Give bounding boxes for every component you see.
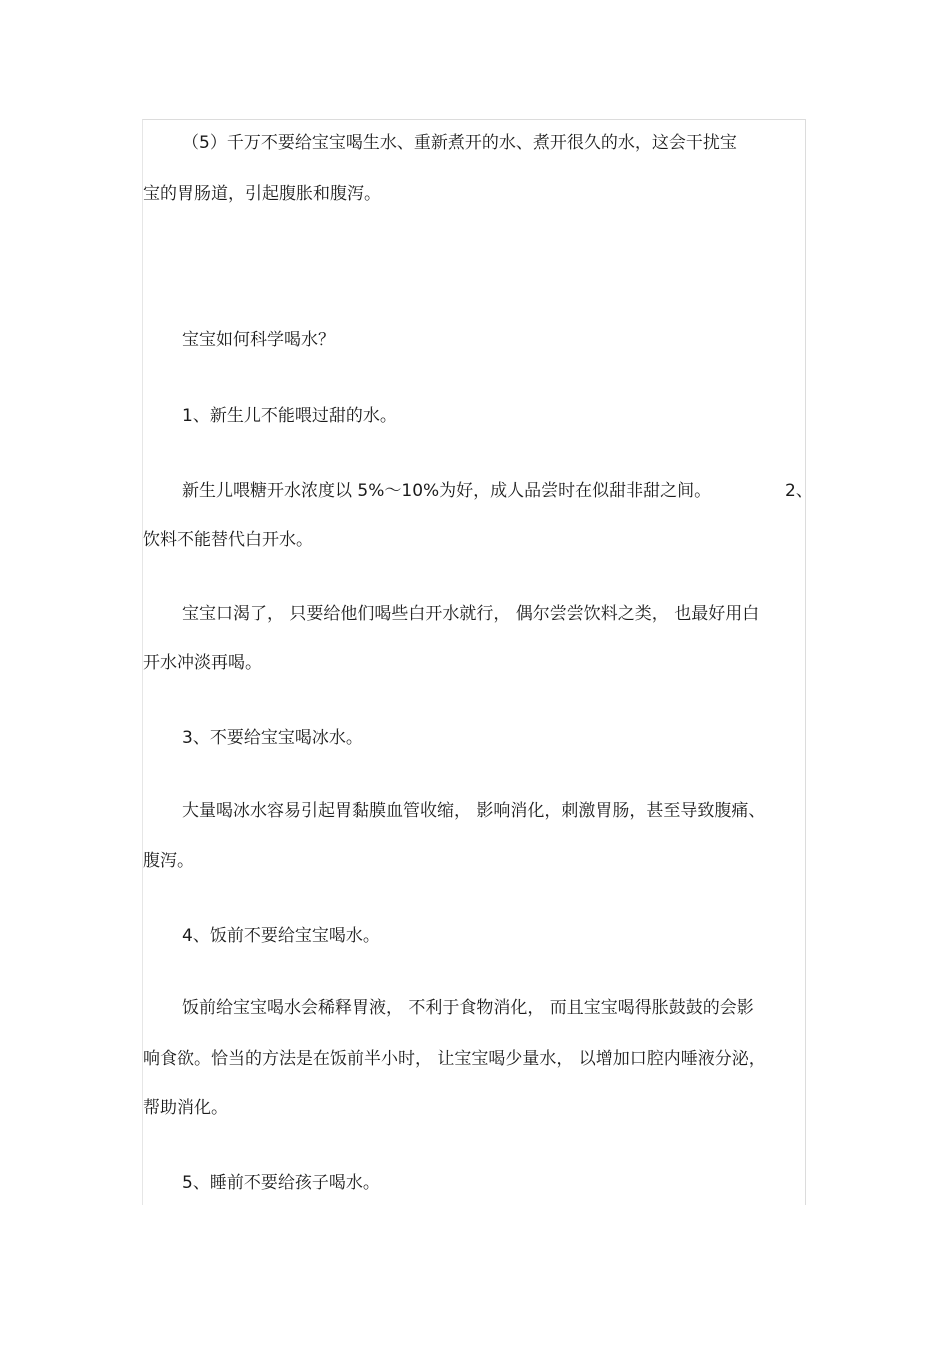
paragraph-line: （5）千万不要给宝宝喝生水、重新煮开的水、煮开很久的水，这会干扰宝 <box>182 133 737 153</box>
section-heading: 宝宝如何科学喝水？ <box>182 330 335 350</box>
paragraph-line: 宝宝口渴了， 只要给他们喝些白开水就行， 偶尔尝尝饮料之类， 也最好用白 <box>182 604 760 624</box>
list-item-heading: 1、新生儿不能喂过甜的水。 <box>182 406 397 426</box>
paragraph-line: 饭前给宝宝喝水会稀释胃液， 不利于食物消化， 而且宝宝喝得胀鼓鼓的会影 <box>182 998 754 1018</box>
paragraph-line: 腹泻。 <box>143 851 194 871</box>
paragraph-line: 宝的胃肠道，引起腹胀和腹泻。 <box>143 184 381 204</box>
list-item-heading: 饮料不能替代白开水。 <box>143 530 313 550</box>
paragraph-line: 帮助消化。 <box>143 1098 228 1118</box>
list-item-heading: 5、睡前不要给孩子喝水。 <box>182 1173 380 1193</box>
paragraph-line: 响食欲。恰当的方法是在饭前半小时， 让宝宝喝少量水， 以增加口腔内唾液分泌， <box>143 1049 766 1069</box>
list-item-heading: 4、饭前不要给宝宝喝水。 <box>182 926 380 946</box>
list-item-number: 2、 <box>785 481 813 501</box>
paragraph-line: 新生儿喂糖开水浓度以 5%～10%为好，成人品尝时在似甜非甜之间。 <box>182 481 712 501</box>
paragraph-line: 开水冲淡再喝。 <box>143 653 262 673</box>
list-item-heading: 3、不要给宝宝喝冰水。 <box>182 728 363 748</box>
paragraph-line: 大量喝冰水容易引起胃黏膜血管收缩， 影响消化，刺激胃肠，甚至导致腹痛、 <box>182 801 766 821</box>
